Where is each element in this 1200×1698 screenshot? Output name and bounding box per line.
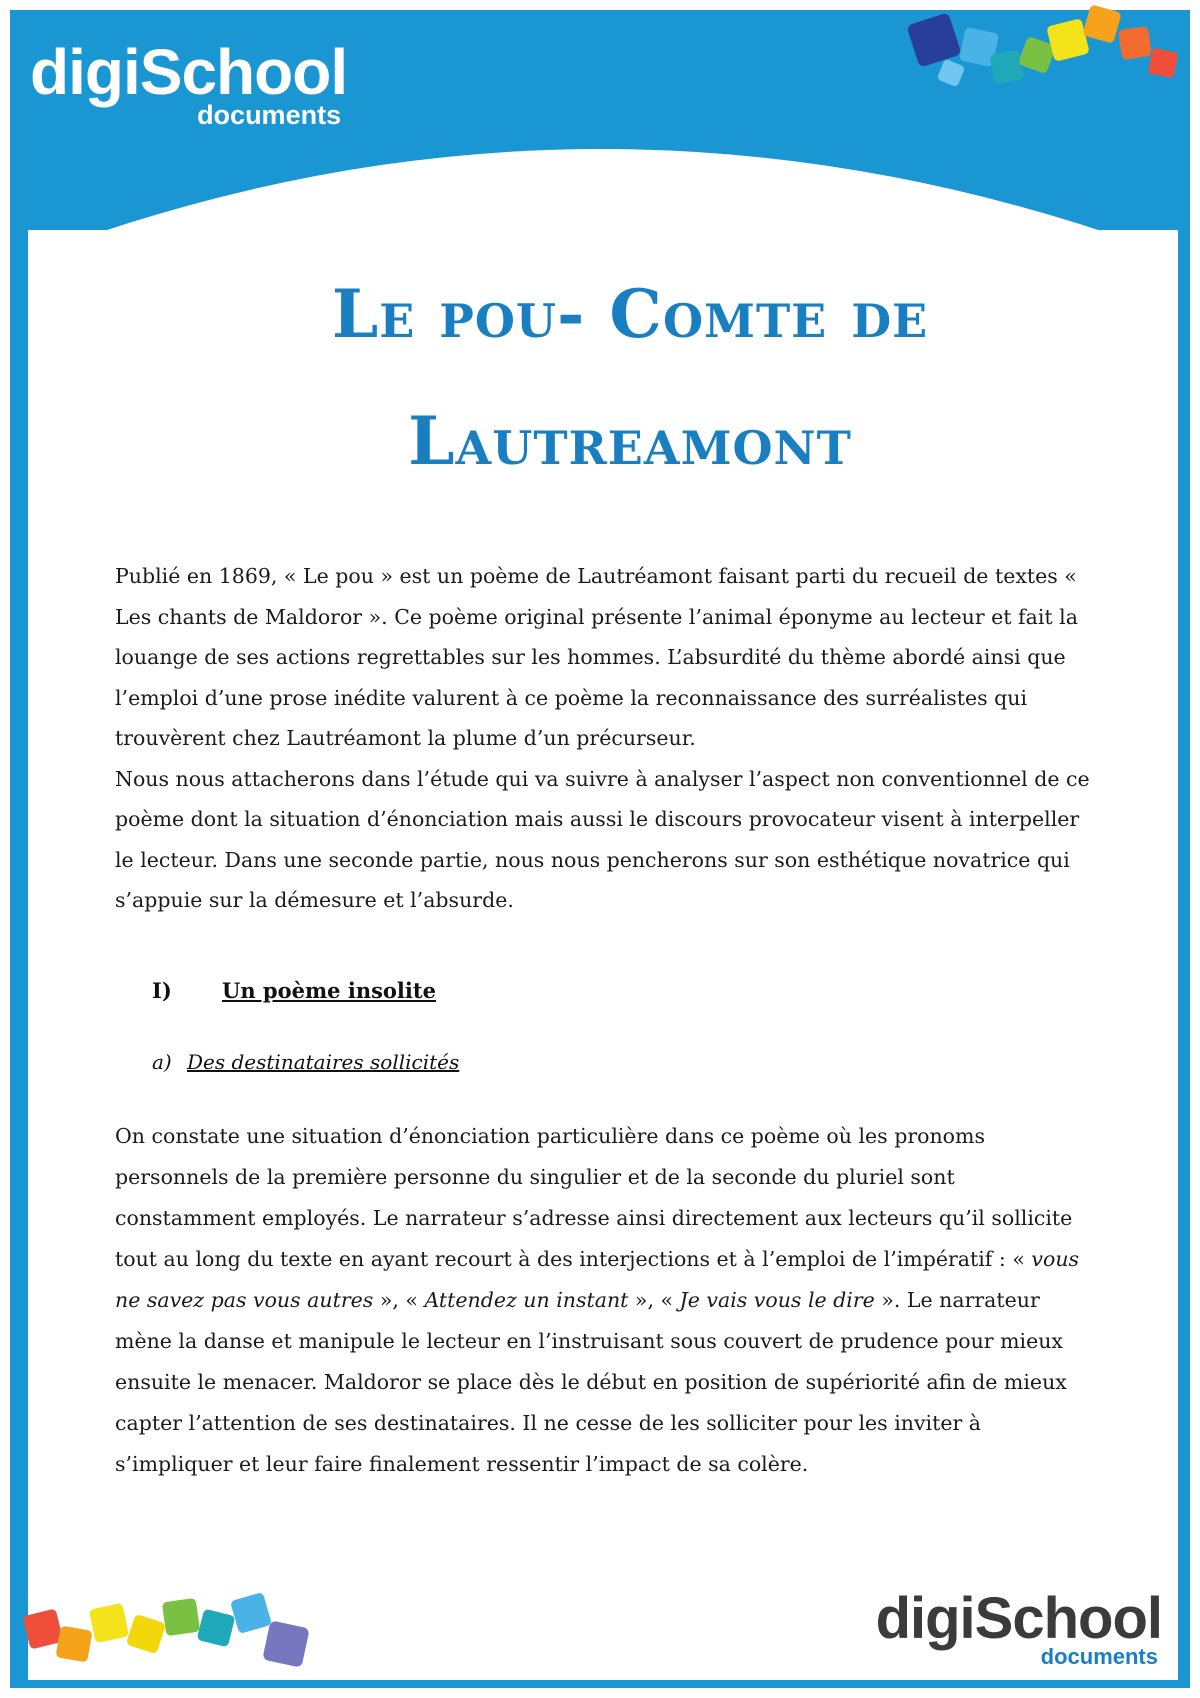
section-heading <box>152 978 436 1003</box>
analysis-text-part-1: On constate une situation d’énonciation particulière dans ce poème où les pronoms personnels de la première personne du singulier et de la seconde du pluriel sont constamment employés. Le narrateur s’adresse ainsi directement aux lecteurs qu’il sollicite tout au long du texte en ayant recourt à des interjections et à l’emploi de l’impératif : « <box>115 1124 1073 1271</box>
quote-1: vous ne savez pas vous autres <box>115 1247 1080 1312</box>
section-number: I) <box>152 978 172 1003</box>
top-logo-brand: digiSchool <box>30 36 348 108</box>
intro-paragraph-2: Nous nous attacherons dans l’étude qui va suivre à analyser l’aspect non conventionnel de ce poème dont la situation d’énonciation mais aussi le discours provocateur visent à interpeller le lecteur. Dans une seconde partie, nous nous pencherons sur son esthétique novatrice qui s’appuie sur la démesure et l’absurde. <box>115 766 1090 912</box>
subsection-label: Des destinataires sollicités <box>187 1050 460 1074</box>
analysis-text-part-2: ». Le narrateur mène la danse et manipule le lecteur en l’instruisant sous couvert de prudence pour mieux ensuite le menacer. Maldoror se place dès le début en position de supériorité afin de mieux capter l’attention de ses destinataires. Il ne cesse de les solliciter pour les inviter à s’impliquer et leur faire finalement ressentir l’impact de sa colère. <box>115 1288 1067 1476</box>
introduction <box>115 556 1090 921</box>
document-title-line-2: Lautreamont <box>408 402 852 480</box>
quote-3: Je vais vous le dire <box>679 1288 875 1312</box>
intro-paragraph-1: Publié en 1869, « Le pou » est un poème de Lautréamont faisant parti du recueil de textes « Les chants de Maldoror ». Ce poème original présente l’animal éponyme au lecteur et fait la louange de ses actions regrettables sur les hommes. L’absurdité du thème abordé ainsi que l’emploi d’une prose inédite valurent à ce poème la reconnaissance des surréalistes qui trouvèrent chez Lautréamont la plume d’un précurseur. <box>115 564 1078 750</box>
analysis-paragraph <box>115 1116 1090 1485</box>
bottom-logo-brand: digiSchool <box>875 1586 1162 1651</box>
bottom-logo-subtitle: documents <box>1040 1644 1158 1669</box>
analysis-section <box>115 1116 1090 1485</box>
subsection-number: a) <box>152 1050 172 1074</box>
bottom-logo <box>875 1586 1162 1669</box>
top-logo <box>30 36 348 130</box>
section-label: Un poème insolite <box>222 978 436 1003</box>
top-logo-subtitle: documents <box>197 100 342 130</box>
quote-2: Attendez un instant <box>424 1288 629 1312</box>
subsection-heading <box>152 1050 459 1074</box>
top-right-cubes-icon <box>906 4 1178 87</box>
quote-separator-1: », « <box>373 1288 425 1312</box>
quote-separator-2: », « <box>628 1288 680 1312</box>
document-title-line-1: Le pou- Comte de <box>331 275 929 353</box>
